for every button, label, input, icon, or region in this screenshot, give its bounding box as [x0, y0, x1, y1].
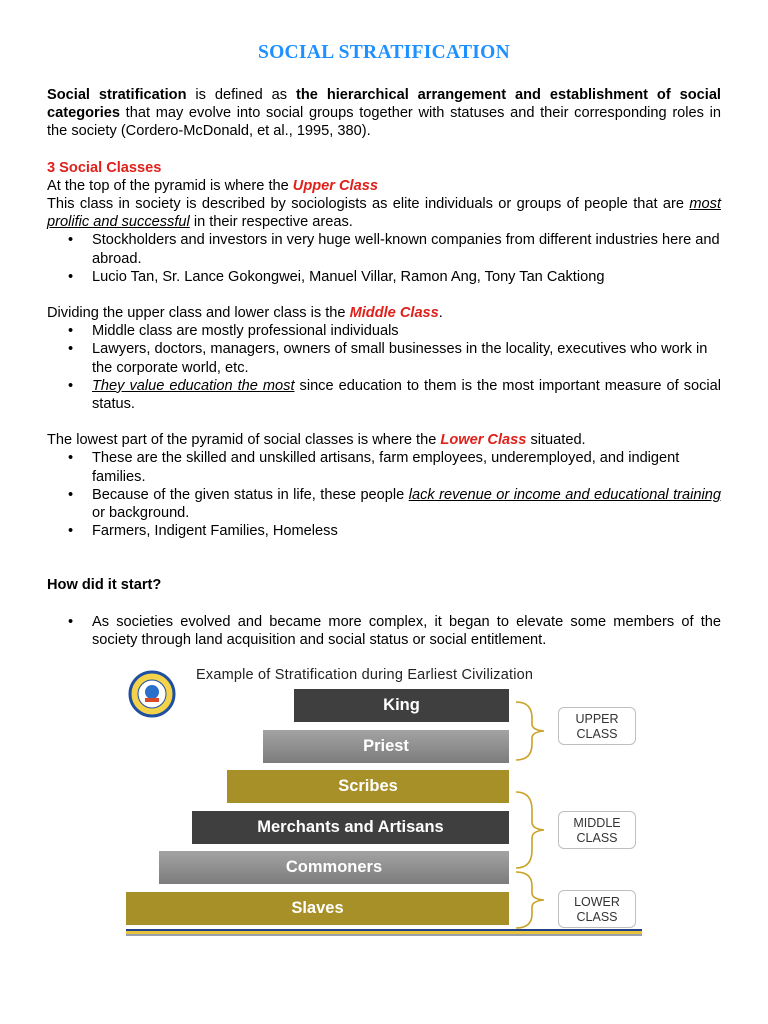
upper-desc-underlined: most prolific and successful — [47, 196, 721, 231]
upper-desc-2: in their respective areas. — [189, 214, 353, 231]
level-commoners: Commoners — [159, 851, 509, 884]
bullet-icon: • — [68, 486, 74, 503]
upper-lead-text: At the top of the pyramid is where the — [47, 177, 293, 194]
start-bullets — [47, 613, 721, 649]
list-item — [47, 486, 721, 522]
document-body — [47, 86, 721, 649]
diagram-title: Example of Stratification during Earliest Civilization — [196, 667, 534, 683]
middle-class-label — [558, 811, 636, 849]
upper-brace-icon — [514, 700, 558, 762]
list-item-text: Stockholders and investors in very huge well-known companies from different industries here and abroad. — [92, 232, 720, 267]
middle-brace-icon — [514, 790, 558, 870]
list-item-text: These are the skilled and unskilled artisans, farm employees, underemployed, and indigent families. — [92, 450, 680, 485]
list-item-text: Lucio Tan, Sr. Lance Gokongwei, Manuel Villar, Ramon Ang, Tony Tan Caktiong — [92, 268, 605, 285]
middle-bullets — [47, 322, 721, 413]
label-line: CLASS — [576, 830, 618, 845]
upper-desc-1: This class in society is described by sociologists as elite individuals or groups of people that are — [47, 196, 690, 213]
bullet-icon: • — [68, 613, 74, 630]
upper-class-name: Upper Class — [292, 177, 378, 194]
label-line: UPPER — [575, 712, 619, 726]
lower-lead-text: The lowest part of the pyramid of social classes is where the — [47, 432, 441, 449]
label-line: MIDDLE — [573, 816, 621, 830]
list-item-text: Middle class are mostly professional individuals — [92, 323, 399, 340]
lower-lead — [47, 431, 721, 449]
middle-lead — [47, 304, 721, 322]
list-item-underlined: They value education the most — [92, 377, 295, 394]
lower-bullets — [47, 449, 721, 540]
list-item — [47, 377, 721, 413]
intro-term: Social stratification — [47, 87, 187, 103]
level-king: King — [294, 689, 509, 722]
list-item — [47, 449, 721, 485]
classes-heading: 3 Social Classes — [47, 159, 162, 176]
level-merchants: Merchants and Artisans — [192, 811, 509, 844]
middle-lead-trail: . — [438, 305, 443, 322]
level-scribes: Scribes — [227, 770, 509, 803]
list-item-underlined: lack revenue or income and educational training — [408, 486, 721, 503]
diagram-footer-strip — [126, 929, 642, 936]
list-item-text: Because of the given status in life, these people — [92, 486, 409, 503]
upper-desc — [47, 195, 721, 231]
bullet-icon: • — [68, 232, 74, 249]
intro-text-1: is defined as — [186, 87, 297, 103]
list-item — [47, 322, 721, 340]
level-priest: Priest — [263, 730, 509, 763]
lower-lead-trail: situated. — [526, 432, 586, 449]
list-item — [47, 522, 721, 540]
intro-paragraph — [47, 86, 721, 141]
label-line: CLASS — [576, 909, 618, 924]
list-item-text-end: or background. — [92, 505, 190, 522]
upper-lead — [47, 177, 721, 195]
intro-bold: the hierarchical arrangement and establishment of social categories — [47, 87, 721, 122]
list-item — [47, 268, 721, 286]
page-title: SOCIAL STRATIFICATION — [257, 42, 511, 63]
list-item — [47, 340, 721, 376]
bullet-icon: • — [68, 268, 74, 285]
middle-class-name: Middle Class — [349, 305, 439, 322]
school-logo-icon — [128, 670, 176, 718]
upper-bullets — [47, 231, 721, 286]
start-heading: How did it start? — [47, 577, 162, 594]
lower-class-label — [558, 890, 636, 928]
list-item-text: As societies evolved and became more complex, it began to elevate some members of the society through land acquisition and social status or social entitlement. — [92, 613, 721, 648]
intro-text-2: that may evolve into social groups together with statuses and their corresponding roles in the society (Cordero-McDonald, et al., 1995, 380). — [47, 105, 721, 140]
list-item — [47, 231, 721, 267]
label-line: LOWER — [574, 895, 620, 909]
list-item-text: since education to them is the most important measure of social status. — [92, 377, 721, 413]
level-slaves: Slaves — [126, 892, 509, 925]
middle-lead-text: Dividing the upper class and lower class is the — [47, 305, 350, 322]
lower-class-name: Lower Class — [440, 432, 527, 449]
label-line: CLASS — [576, 726, 618, 741]
list-item — [47, 613, 721, 649]
lower-brace-icon — [514, 870, 558, 930]
bullet-icon: • — [68, 323, 74, 340]
list-item-text: Lawyers, doctors, managers, owners of small businesses in the locality, executives who work in the corporate world, etc. — [92, 341, 708, 376]
upper-class-label — [558, 707, 636, 745]
list-item-text: Farmers, Indigent Families, Homeless — [92, 523, 338, 540]
bullet-icon: • — [68, 523, 74, 540]
bullet-icon: • — [68, 377, 74, 394]
bullet-icon: • — [68, 341, 74, 358]
bullet-icon: • — [68, 450, 74, 467]
